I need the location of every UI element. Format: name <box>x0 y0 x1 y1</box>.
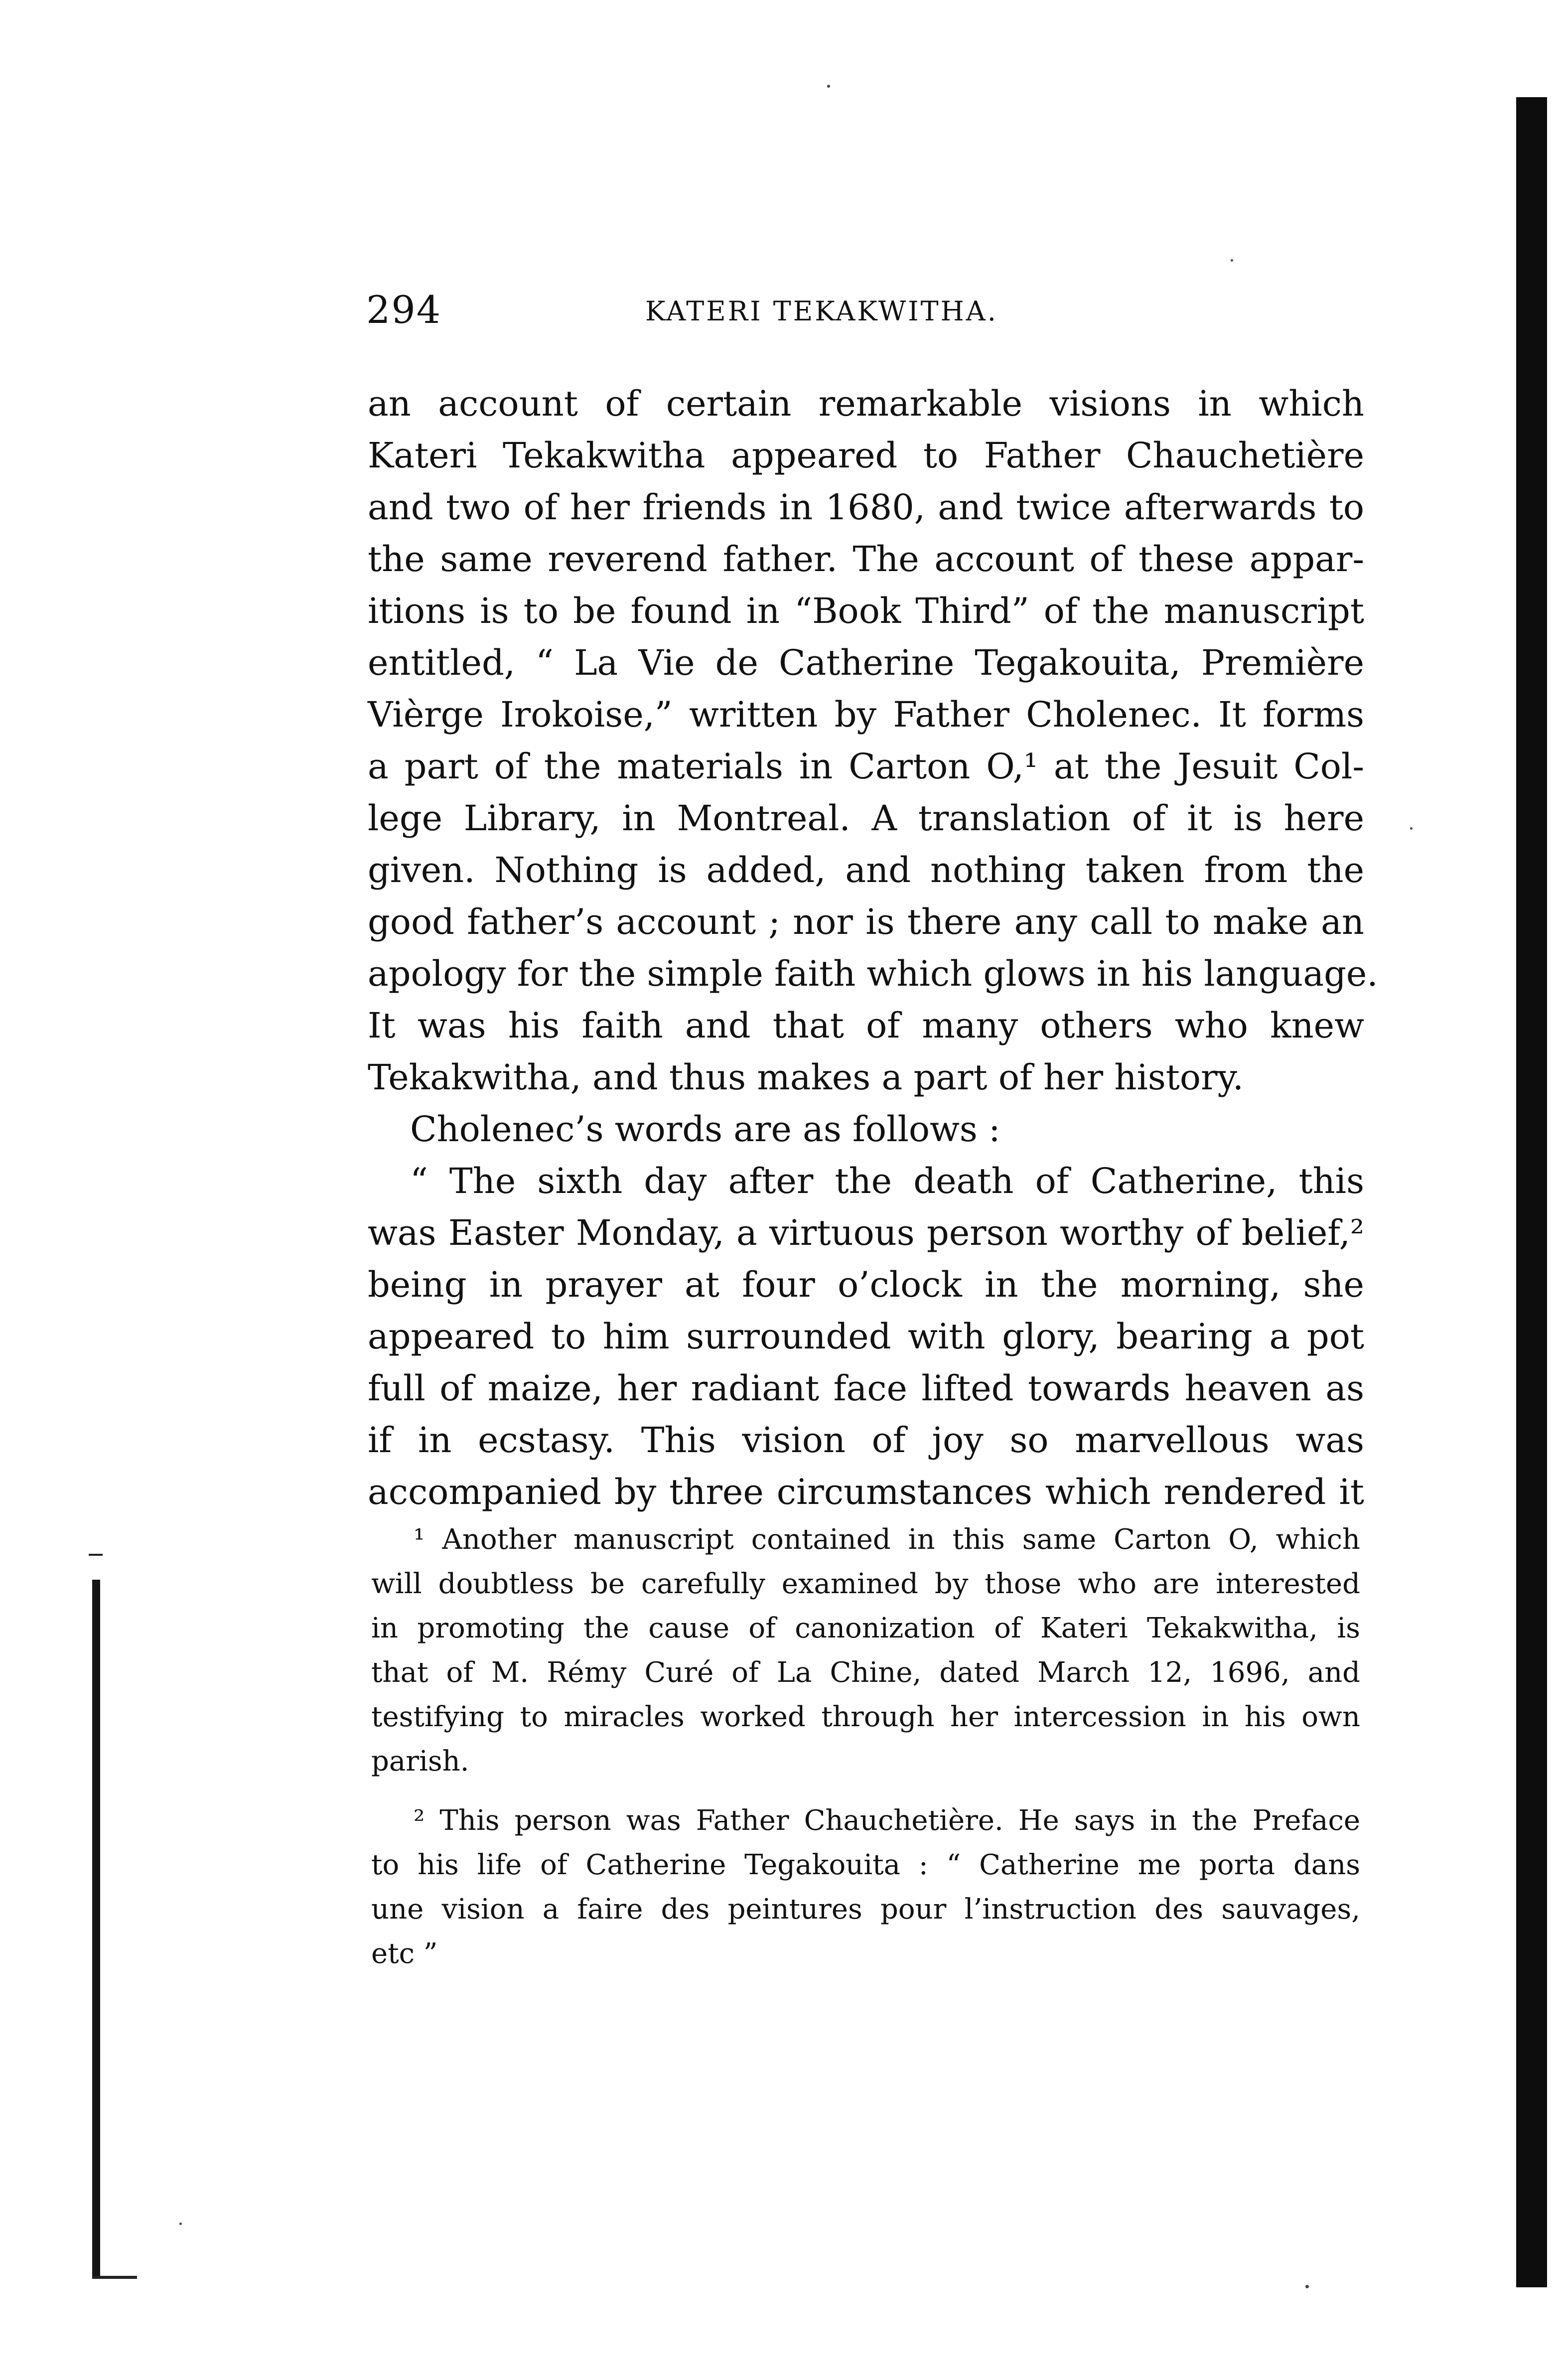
footnotes <box>371 1517 1360 1976</box>
quote-line: accompanied by three circumstances which rendered it <box>368 1472 1364 1512</box>
quote-line: appeared to him surrounded with glory, bearing a pot <box>368 1316 1364 1357</box>
body-line: Vièrge Irokoise,” written by Father Cholenec. It forms <box>368 694 1364 735</box>
body-line: It was his faith and that of many others who knew <box>368 1005 1364 1046</box>
running-head: KATERI TEKAKWITHA. <box>645 296 998 327</box>
body-line: apology for the simple faith which glows in his language. <box>368 953 1378 994</box>
footnote-gap <box>371 1784 1360 1798</box>
scan-speck <box>1305 2285 1309 2288</box>
footnote-1 <box>371 1517 1360 1784</box>
paragraph-cholenec-intro: Cholenec’s words are as follows : <box>410 1109 1000 1150</box>
scan-speck <box>827 85 830 88</box>
scan-edge-right <box>1516 97 1547 2287</box>
body-line: lege Library, in Montreal. A translation of it is here <box>368 798 1364 839</box>
body-line: and two of her friends in 1680, and twice afterwards to <box>368 487 1364 528</box>
footnote-line: parish. <box>371 1745 469 1778</box>
footnote-line: ¹ Another manuscript contained in this same Carton O, which <box>414 1523 1360 1556</box>
body-line: given. Nothing is added, and nothing taken from the <box>368 850 1364 891</box>
scan-mark-left-tick <box>89 1554 103 1556</box>
body-line: the same reverend father. The account of these appar- <box>368 539 1364 580</box>
footnote-line: une vision a faire des peintures pour l’instruction des sauvages, <box>371 1893 1360 1926</box>
page-header <box>366 290 1355 330</box>
body-line: Kateri Tekakwitha appeared to Father Chauchetière <box>368 435 1364 476</box>
scan-speck <box>1231 259 1233 262</box>
footnote-line: ² This person was Father Chauchetière. He says in the Preface <box>414 1804 1360 1837</box>
body-line: Tekakwitha, and thus makes a part of her history. <box>368 1057 1244 1098</box>
quote-line: was Easter Monday, a virtuous person worthy of belief,² <box>368 1212 1364 1253</box>
footnote-line: will doubtless be carefully examined by those who are interested <box>371 1568 1360 1600</box>
quote-line: “ The sixth day after the death of Catherine, this <box>410 1161 1364 1201</box>
scan-speck <box>179 2223 182 2225</box>
page-number: 294 <box>366 288 442 332</box>
scan-mark-left-foot <box>92 2276 137 2279</box>
scan-edge-left <box>92 1580 100 2277</box>
scan-speck <box>1410 827 1413 830</box>
body-line: entitled, “ La Vie de Catherine Tegakouita, Première <box>368 642 1364 683</box>
body-line: good father’s account ; nor is there any call to make an <box>368 901 1364 942</box>
body-line: a part of the materials in Carton O,¹ at the Jesuit Col- <box>368 746 1364 787</box>
footnote-line: in promoting the cause of canonization of Kateri Tekakwitha, is <box>371 1612 1360 1644</box>
body-line: an account of certain remarkable visions in which <box>368 383 1364 424</box>
footnote-line: testifying to miracles worked through her intercession in his own <box>371 1701 1360 1733</box>
quote-line: being in prayer at four o’clock in the morning, she <box>368 1264 1364 1305</box>
footnote-line: etc ” <box>371 1937 438 1970</box>
footnote-2 <box>371 1798 1360 1976</box>
body-line: itions is to be found in “Book Third” of the manuscript <box>368 591 1364 631</box>
body-text <box>368 378 1378 1518</box>
quote-line: if in ecstasy. This vision of joy so marvellous was <box>368 1420 1364 1461</box>
footnote-line: to his life of Catherine Tegakouita : “ Catherine me porta dans <box>371 1849 1360 1881</box>
quote-line: full of maize, her radiant face lifted towards heaven as <box>368 1368 1364 1409</box>
footnote-line: that of M. Rémy Curé of La Chine, dated March 12, 1696, and <box>371 1656 1360 1689</box>
